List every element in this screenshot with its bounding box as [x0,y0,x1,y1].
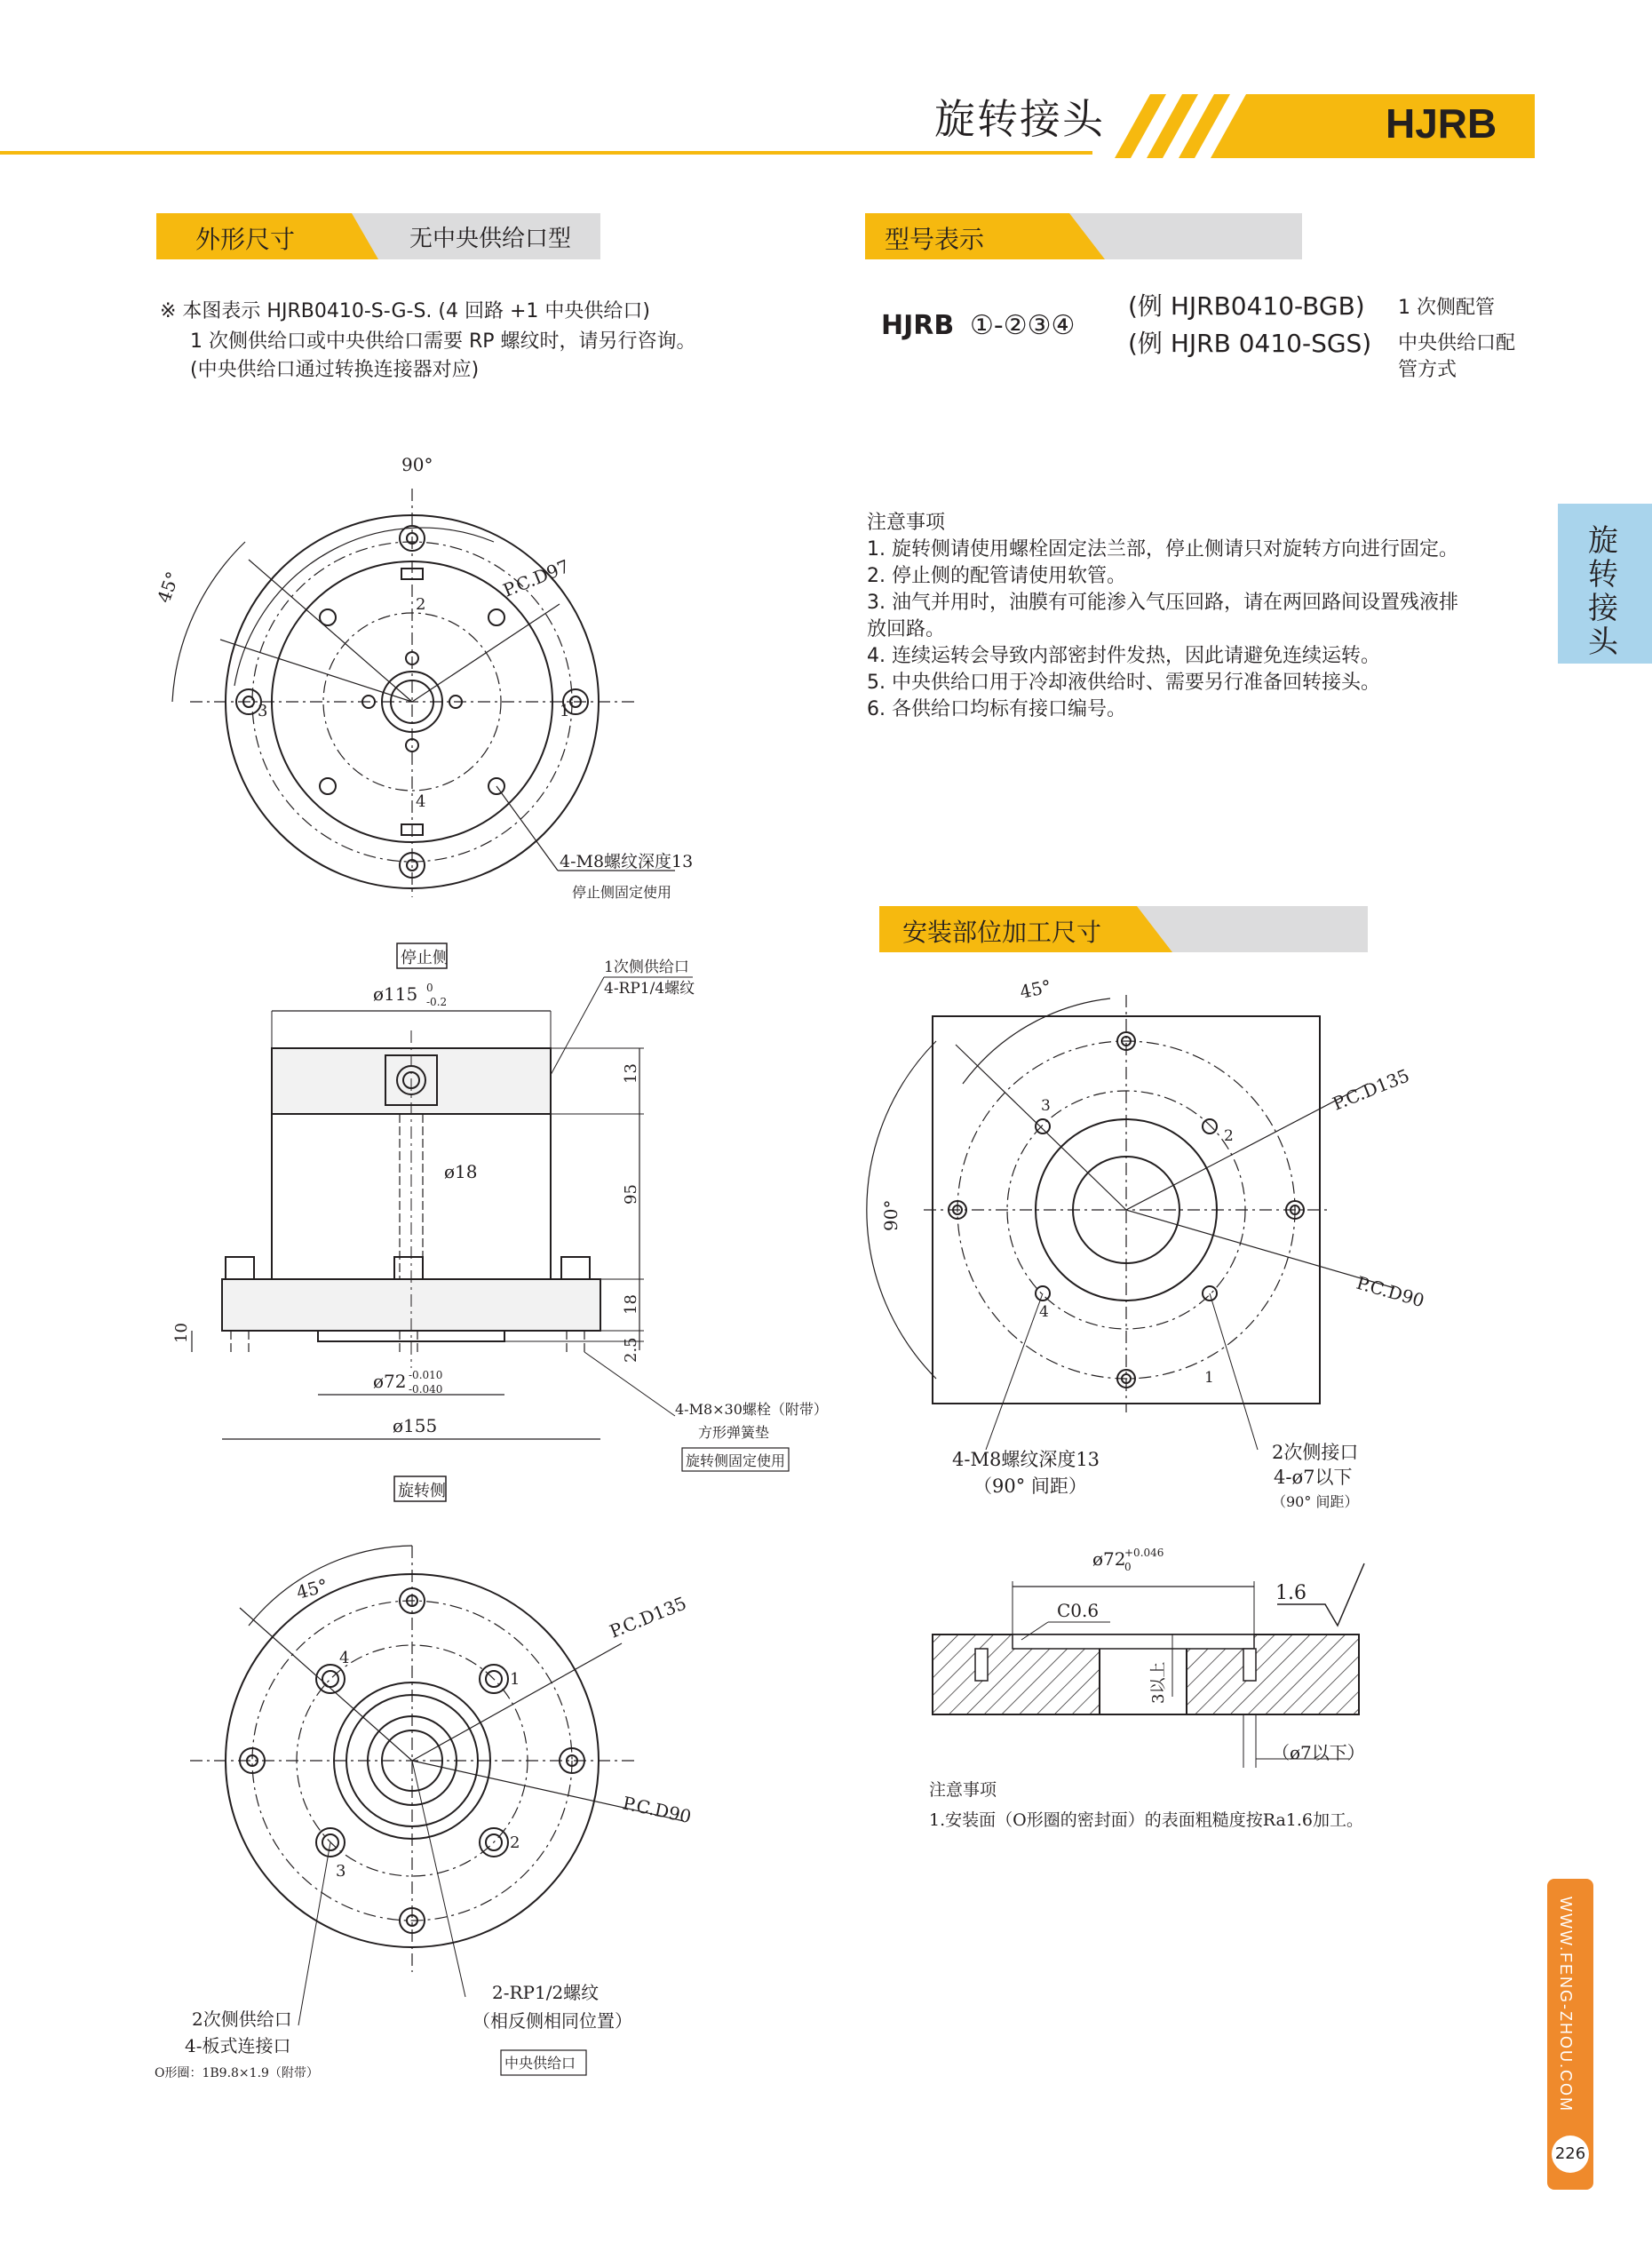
section-header-model [865,213,1302,259]
caution-item-6: 6. 各供给口均标有接口编号。 [867,698,1126,720]
section-header-install [879,906,1368,952]
section-dia-72-upper: +0.046 [1124,1547,1164,1559]
side-bolt-2: 方形弹簧垫 [698,1424,770,1441]
bottom-note-left-3: O形圈：1B9.8×1.9（附带） [155,2066,319,2080]
section-note-1: 1.安装面（O形圈的密封面）的表面粗糙度按Ra1.6加工。 [929,1810,1363,1830]
bottom-port-1: 1 [510,1670,520,1689]
top-port-3: 3 [258,702,268,720]
caution-item-3: 3. 油气并用时，油膜有可能渗入气压回路，请在两回路间设置残液排 [867,592,1458,614]
side-dim-25: 2.5 [622,1337,640,1363]
install-callout-4: 4-ø7以下 [1274,1467,1353,1488]
cautions-title: 注意事项 [867,512,946,534]
section-dia-72-lower: 0 [1124,1561,1132,1573]
bottom-pcd90: P.C.D90 [620,1792,694,1828]
drawing-bottom-view [142,1528,711,2096]
bottom-note-center: 中央供给口 [504,2055,576,2072]
outline-note-3: (中央供给口通过转换连接器对应) [190,359,480,381]
drawing-section-view [924,1546,1421,1812]
top-port-4: 4 [416,792,426,811]
install-callout-3: 2次侧接口 [1272,1442,1359,1463]
bottom-port-2: 2 [510,1833,520,1852]
model-pattern: ①-②③④ [970,310,1076,341]
side-top-label: 停止侧 [401,949,449,967]
section-title-install: 安装部位加工尺寸 [902,918,1102,947]
side-bolt-3: 旋转侧固定使用 [686,1452,786,1469]
bottom-pcd135: P.C.D135 [606,1592,690,1642]
side-dia-top-lower: -0.2 [426,996,448,1008]
bottom-note-right-2: （相反侧相同位置） [473,2010,632,2032]
product-code: HJRB [1386,100,1497,147]
side-dia-top-upper: 0 [426,982,433,994]
install-port-1: 1 [1204,1369,1214,1387]
side-dia-155: ø155 [393,1415,438,1436]
install-port-2: 2 [1224,1127,1234,1145]
model-code: HJRB [881,310,955,341]
install-port-4: 4 [1039,1303,1049,1321]
side-dia-72-lower: -0.040 [409,1383,443,1396]
top-callout-1: 4-M8螺纹深度13 [560,852,694,871]
side-category-label: 旋转接头 [1588,523,1618,660]
caution-item-3b: 放回路。 [867,618,946,640]
model-desc-2a: 中央供给口配 [1398,332,1516,354]
section-header-outline [156,213,600,259]
outline-note-2: 1 次侧供给口或中央供给口需要 RP 螺纹时，请另行咨询。 [190,330,696,353]
side-bottom-label: 旋转侧 [398,1482,446,1500]
side-dia-72: ø72 [373,1371,407,1392]
bottom-port-4: 4 [339,1649,350,1667]
install-port-3: 3 [1041,1097,1051,1115]
header-stripes [1115,94,1319,158]
install-pcd90: P.C.D90 [1354,1271,1427,1312]
install-angle-90: 90° [880,1199,901,1231]
caution-item-2: 2. 停止侧的配管请使用软管。 [867,565,1126,587]
caution-item-4: 4. 连续运转会导致内部密封件发热，因此请避免连续运转。 [867,645,1380,667]
model-desc-1: 1 次侧配管 [1398,297,1495,319]
top-port-1: 1 [560,702,570,720]
side-port-note-1: 1次侧供给口 [604,958,689,976]
install-callout-1: 4-M8螺纹深度13 [952,1449,1100,1470]
top-callout-2: 停止侧固定使用 [572,884,672,901]
section-depth: 3以上 [1149,1661,1168,1704]
side-dim-10: 10 [172,1323,191,1343]
drawing-top-view [142,435,694,915]
page-title: 旋转接头 [934,95,1105,143]
top-angle-90: 90° [401,454,433,475]
install-angle-45: 45° [1018,975,1053,1003]
bottom-angle-45: 45° [294,1574,330,1603]
section-subtitle-outline: 无中央供给口型 [409,226,572,252]
outline-note-1: ※ 本图表示 HJRB0410-S-G-S. (4 回路 +1 中央供给口) [160,300,650,322]
header-rule [0,151,1092,155]
install-callout-2: （90° 间距） [973,1475,1087,1497]
section-chamfer: C0.6 [1057,1600,1100,1621]
section-title-model: 型号表示 [885,225,985,254]
model-desc-2b: 管方式 [1398,359,1457,381]
bottom-note-right-1: 2-RP1/2螺纹 [492,1982,600,2003]
side-port-note-2: 4-RP1/4螺纹 [604,980,695,998]
model-example-1: (例 HJRB0410-BGB) [1128,291,1365,321]
caution-item-1: 1. 旋转侧请使用螺栓固定法兰部，停止侧请只对旋转方向进行固定。 [867,538,1458,561]
top-pcd: P.C.D97 [499,555,573,601]
top-angle-45: 45° [153,569,184,606]
side-dia-72-upper: -0.010 [409,1369,443,1381]
drawing-install-view [870,968,1457,1519]
side-bore: ø18 [444,1161,478,1182]
top-port-2: 2 [416,595,426,614]
install-pcd135: P.C.D135 [1329,1064,1413,1115]
side-bolt-1: 4-M8×30螺栓（附带） [675,1401,828,1418]
caution-item-5: 5. 中央供给口用于冷却液供给时、需要另行准备回转接头。 [867,672,1380,694]
side-dim-95: 95 [622,1184,640,1205]
section-title-outline: 外形尺寸 [195,225,296,254]
section-roughness: 1.6 [1275,1582,1307,1604]
bottom-note-left-2: 4-板式连接口 [185,2035,291,2056]
side-dim-13: 13 [622,1063,640,1084]
side-dia-top: ø115 [373,983,418,1005]
drawing-side-view [160,942,835,1510]
side-dim-18: 18 [622,1294,640,1315]
model-example-2: (例 HJRB 0410-SGS) [1128,329,1372,358]
website-link[interactable]: WWW.FENG-ZHOU.COM [1557,1897,1575,2112]
section-hole: （ø7以下） [1272,1742,1365,1763]
install-callout-5: （90° 间距） [1272,1493,1359,1510]
bottom-note-left-1: 2次侧供给口 [192,2008,292,2030]
section-note-title: 注意事项 [929,1780,997,1800]
page-number: 226 [1552,2136,1589,2173]
bottom-port-3: 3 [336,1862,346,1881]
section-dia-72: ø72 [1092,1548,1126,1570]
